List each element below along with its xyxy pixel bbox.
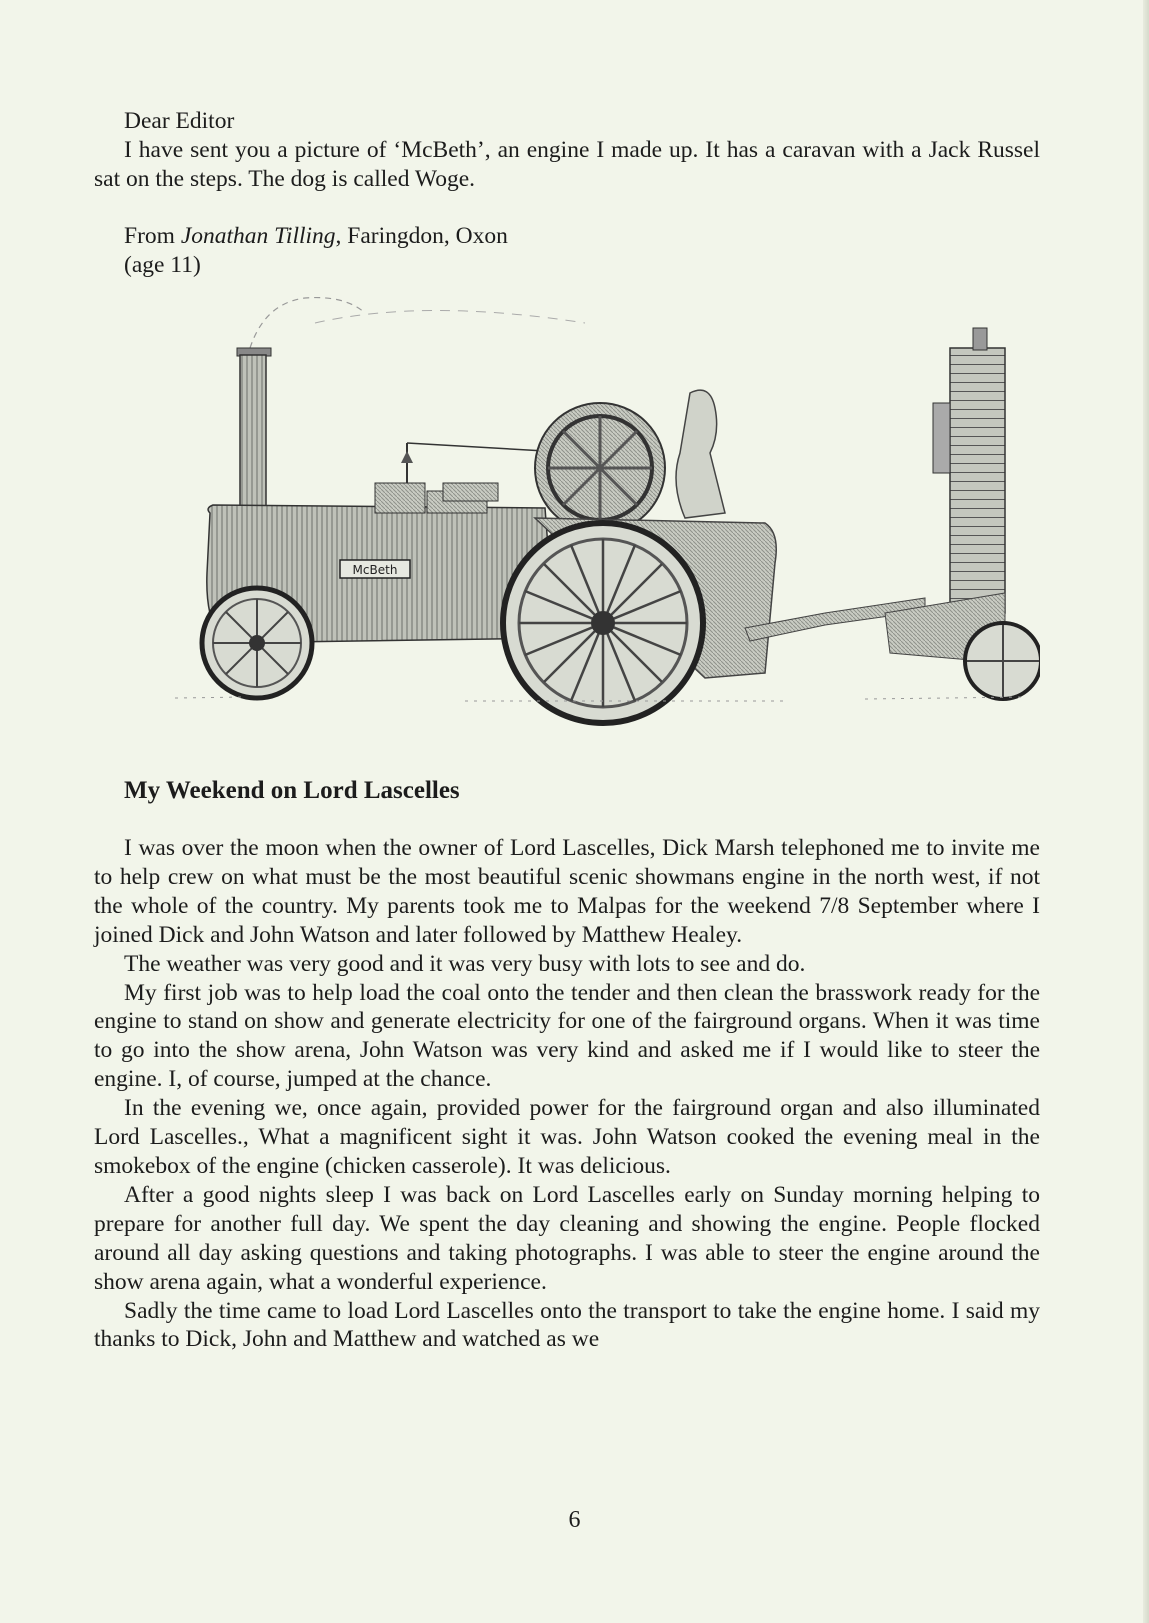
article-body [94,834,1040,1354]
article-paragraph: In the evening we, once again, provided power for the fairground organ and also illuminated Lord Lascelles., What a magnificent sight it was. John Watson cooked the evening meal in the smokebox of the engine (chicken casserole). It was delicious. [94,1095,1040,1179]
article-paragraph: My first job was to help load the coal onto the tender and then clean the brasswork ready for the engine to stand on show and generate electricity for one of the fairground organs. When it was time to go into the show arena, John Watson was very kind and asked me if I would like to steer the engine. I, of course, jumped at the chance. [94,979,1040,1093]
traction-engine-drawing [165,293,1040,733]
signature-name: Jonathan Tilling [180,223,336,249]
letter-salutation: Dear Editor [124,108,235,134]
article-paragraph: Sadly the time came to load Lord Lascelles onto the transport to take the engine home. I said my thanks to Dick, John and Matthew and watched as we [94,1297,1040,1353]
article-paragraph: After a good nights sleep I was back on Lord Lascelles early on Sunday morning helping to prepare for another full day. We spent the day cleaning and showing the engine. People flocked around all day asking questions and taking photographs. I was able to steer the engine around the show arena again, what a wonderful experience. [94,1181,1040,1295]
signature-location: , Faringdon, Oxon [335,223,508,249]
page-number: 6 [568,1507,581,1533]
letter-body: I have sent you a picture of ‘McBeth’, an engine I made up. It has a caravan with a Jack Russel sat on the steps. The dog is called Woge. [94,136,1040,192]
engine-name-plate: McBeth [352,563,398,577]
article-title: My Weekend on Lord Lascelles [124,777,460,804]
signature-age: (age 11) [124,251,201,278]
letter-to-editor [94,107,1040,194]
article-paragraph: The weather was very good and it was very busy with lots to see and do. [124,950,806,977]
letter-signature [94,222,1040,280]
signature-line [94,222,1040,251]
signature-prefix: From [124,223,181,249]
page-edge [1143,0,1149,1623]
article-paragraph: I was over the moon when the owner of Lord Lascelles, Dick Marsh telephoned me to invite me to help crew on what must be the most beautiful scenic showmans engine in the north west, if not the whole of the country. My parents took me to Malpas for the weekend 7/8 September where I joined Dick and John Watson and later followed by Matthew Healey. [94,835,1040,948]
